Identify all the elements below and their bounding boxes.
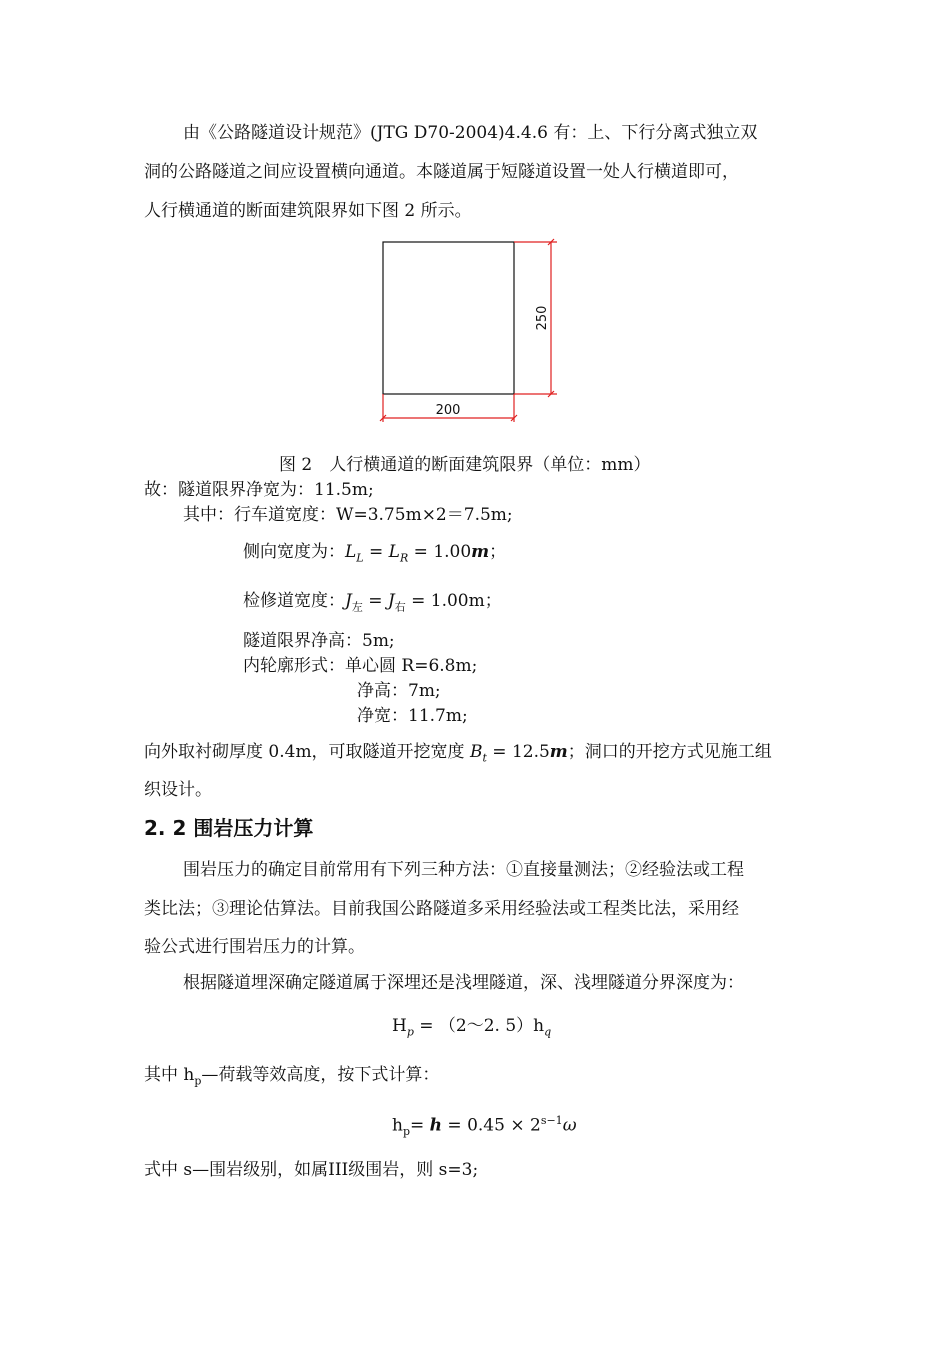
intro-line-1: 由《公路隧道设计规范》(JTG D70-2004)4.4.6 有：上、下行分离式独立双: [183, 123, 758, 143]
height-dimension: [514, 239, 557, 397]
height-dimension-label: 250: [535, 305, 550, 331]
maint-eq: =: [362, 591, 388, 611]
side-eq: =: [363, 542, 389, 562]
lining-line-2: 织设计。: [144, 780, 212, 800]
eq2-eq: =: [410, 1115, 430, 1136]
maint-value: = 1.00m；: [405, 591, 502, 611]
where-sub: p: [194, 1074, 202, 1088]
width-dimension-label: 200: [435, 403, 461, 418]
side-unit: m: [471, 542, 490, 562]
maint-J1: J: [345, 591, 352, 611]
side-L-sub: L: [356, 551, 364, 565]
eq2-omega: ω: [562, 1115, 577, 1136]
figure-caption: 图 2 人行横通道的断面建筑限界（单位：mm）: [279, 455, 651, 475]
net-width-line: 净宽：11.7m;: [357, 706, 468, 726]
para1-line-1: 围岩压力的确定目前常用有下列三种方法：①直接量测法；②经验法或工程: [183, 860, 744, 880]
eq2-h: h: [392, 1115, 403, 1136]
lining-val: = 12.5: [486, 742, 550, 762]
side-L-symbol: L: [345, 542, 357, 562]
equation-height: [392, 1115, 577, 1137]
para1-line-3: 验公式进行围岩压力的计算。: [144, 937, 365, 957]
lining-post: ；洞口的开挖方式见施工组: [567, 742, 772, 762]
side-R-symbol: L: [388, 542, 400, 562]
equation-depth: [392, 1018, 551, 1037]
where-line: [144, 1067, 439, 1086]
maint-width-line: [243, 593, 502, 612]
where-pre: 其中 h: [144, 1065, 195, 1085]
clear-height-line: 隧道限界净高：5m;: [243, 631, 395, 651]
net-height-line: 净高：7m;: [357, 681, 441, 701]
eq2-rhs: = 0.45 × 2: [442, 1115, 541, 1136]
eq2-sub: p: [402, 1125, 410, 1139]
lining-B-sub: t: [482, 751, 487, 765]
maint-label: 检修道宽度：: [243, 591, 345, 611]
width-dimension: [380, 394, 517, 422]
side-value: = 1.00: [408, 542, 472, 562]
eq2-h-italic: h: [429, 1115, 443, 1136]
contour-line: 内轮廓形式：单心圆 R=6.8m;: [243, 656, 478, 676]
eq2-exp: s−1: [540, 1114, 563, 1127]
eq1-sub-p: p: [406, 1025, 414, 1039]
side-width-line: [243, 544, 506, 563]
maint-sub-left: 左: [351, 600, 363, 614]
side-end: ；: [489, 542, 507, 562]
lining-unit: m: [549, 742, 568, 762]
maint-sub-right: 右: [394, 600, 406, 614]
clear-width-line: 故：隧道限界净宽为：11.5m;: [144, 480, 374, 500]
para2: 根据隧道埋深确定隧道属于深埋还是浅埋隧道，深、浅埋隧道分界深度为：: [183, 973, 744, 993]
eq1-H: H: [392, 1016, 407, 1036]
where-post: —荷载等效高度，按下式计算：: [201, 1065, 440, 1085]
clearance-box: [383, 242, 514, 394]
para1-line-2: 类比法；③理论估算法。目前我国公路隧道多采用经验法或工程类比法，采用经: [144, 899, 739, 919]
side-width-label: 侧向宽度为：: [243, 542, 345, 562]
lining-line-1: [144, 744, 772, 763]
eq1-sub-q: q: [544, 1025, 552, 1039]
eq1-rhs: = （2～2. 5）h: [413, 1016, 545, 1036]
lane-width-line: 其中：行车道宽度：W=3.75m×2＝7.5m;: [183, 505, 513, 525]
intro-line-3: 人行横通道的断面建筑限界如下图 2 所示。: [144, 201, 472, 221]
lining-B: B: [469, 742, 483, 762]
maint-J2: J: [387, 591, 395, 611]
s-grade-line: 式中 s—围岩级别，如属III级围岩，则 s=3;: [144, 1160, 479, 1180]
side-R-sub: R: [399, 551, 409, 565]
section-heading: 2. 2 围岩压力计算: [144, 816, 314, 840]
lining-pre: 向外取衬砌厚度 0.4m，可取隧道开挖宽度: [144, 742, 470, 762]
intro-line-2: 洞的公路隧道之间应设置横向通道。本隧道属于短隧道设置一处人行横道即可，: [144, 162, 739, 182]
